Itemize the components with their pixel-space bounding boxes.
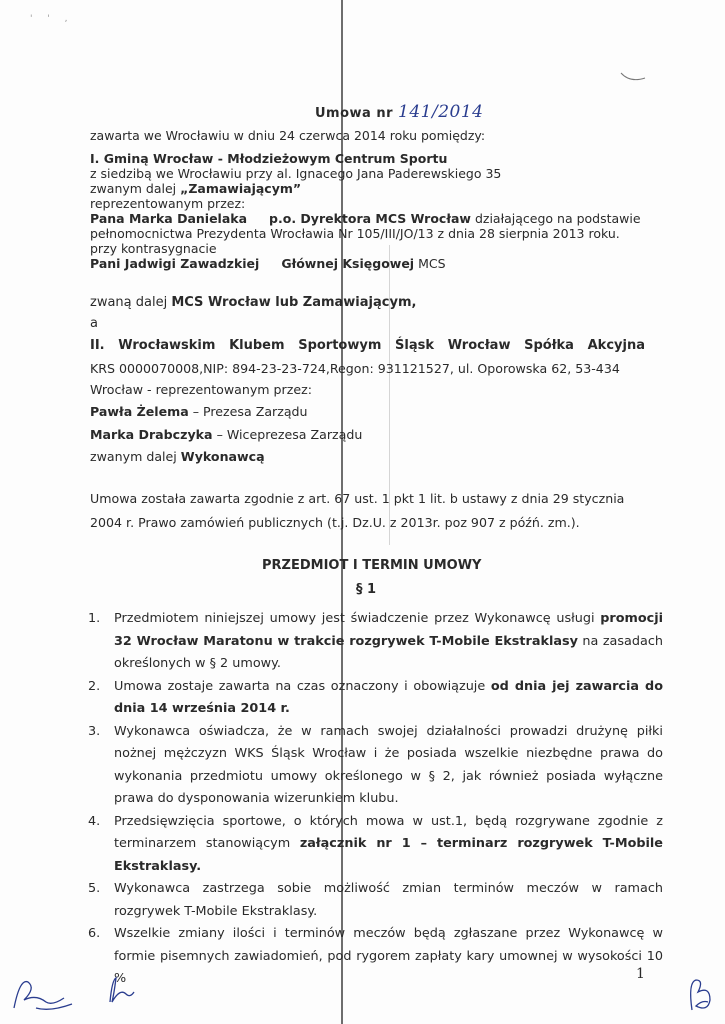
item-number: 1. xyxy=(88,611,101,626)
party2-city: Wrocław - reprezentowanym przez: xyxy=(90,382,312,397)
party2-rep2 xyxy=(90,427,362,443)
item-number: 2. xyxy=(88,678,101,694)
called-name: „Zamawiającym” xyxy=(180,181,302,196)
alias-prefix: zwaną dalej xyxy=(90,295,172,310)
item-text: Wszelkie zmiany ilości i terminów meczów będą zgłaszane przez Wykonawcę w formie pisemnych zawiadomień, pod rygorem zapłaty kary umownej w wysokości 10 % xyxy=(114,926,663,986)
cs-name: Pani Jadwigi Zawadzkiej xyxy=(90,256,260,271)
list-item xyxy=(88,721,663,811)
rep1-name: Pawła Żelema xyxy=(90,404,189,419)
signature-initials-right xyxy=(680,972,720,1017)
rep-role: p.o. Dyrektora MCS Wrocław xyxy=(269,211,471,226)
rep2-role: – Wiceprezesa Zarządu xyxy=(212,427,363,442)
party1-called xyxy=(90,181,301,197)
contract-number: 141/2014 xyxy=(398,102,484,122)
list-item xyxy=(88,608,663,676)
party1-name: I. Gminą Wrocław - Młodzieżowym Centrum Sportu xyxy=(90,151,448,166)
item-number: 3. xyxy=(88,723,101,739)
section-heading: PRZEDMIOT I TERMIN UMOWY xyxy=(262,558,482,573)
item-text: Przedmiotem niniejszej umowy jest świadczenie przez Wykonawcę usługi xyxy=(114,611,601,626)
signature-initials-left xyxy=(6,968,86,1018)
item-text: Wykonawca zastrzega sobie możliwość zmian terminów meczów w ramach rozgrywek T-Mobile Ekstraklasy. xyxy=(114,881,663,919)
party2-name xyxy=(90,338,645,354)
rep-role-rest: działającego na podstawie xyxy=(470,211,641,226)
party2-word: Akcyjna xyxy=(587,338,645,353)
cs-role-rest: MCS xyxy=(414,256,446,271)
concluded-line: zawarta we Wrocławiu w dniu 24 czerwca 2014 roku pomiędzy: xyxy=(90,128,486,143)
pen-mark-icon xyxy=(620,70,646,84)
party2-word: Wrocław xyxy=(447,338,511,353)
countersign xyxy=(90,256,446,272)
contract-title xyxy=(315,102,484,122)
item-text: Umowa zostaje zawarta na czas oznaczony i obowiązuje xyxy=(114,678,491,694)
conjunction: a xyxy=(90,316,98,331)
item-text: Przedsięwzięcia sportowe, o których mowa w ust.1, będą rozgrywane zgodnie z terminarzem stanowiącym xyxy=(114,813,663,851)
called-prefix: zwanym dalej xyxy=(90,181,181,196)
title-prefix: Umowa nr xyxy=(315,106,399,121)
party2-word: Spółka xyxy=(524,338,574,353)
party1-represented: reprezentowanym przez: xyxy=(90,196,246,211)
party2-called xyxy=(90,449,265,465)
scan-specks: ' ' , xyxy=(30,14,74,24)
item-text: Wykonawca oświadcza, że w ramach swojej działalności prowadzi drużynę piłki nożnej mężczyzn WKS Śląsk Wrocław i że posiada wszelkie niezbędne prawa do wykonania przedmiotu umowy określonego w § 2, jak również posiada wyłączne prawa do dysponowania wizerunkiem klubu. xyxy=(114,723,663,806)
party2-word: Klubem xyxy=(229,338,285,353)
party2-label: II. xyxy=(90,338,105,353)
party2-word: Sportowym xyxy=(298,338,382,353)
signature-initials-middle xyxy=(100,970,140,1010)
item-number: 4. xyxy=(88,813,101,829)
item-text-end: na zasadach określonych w § 2 umowy. xyxy=(114,633,663,671)
item-number: 5. xyxy=(88,881,101,896)
item-bold: promocji 32 Wrocław Maratonu w trakcie rozgrywek T-Mobile Ekstraklasy xyxy=(114,611,663,649)
list-item xyxy=(88,923,663,991)
item-bold: załącznik nr 1 – terminarz rozgrywek T-Mobile Ekstraklasy. xyxy=(114,836,663,874)
legal-basis-2: 2004 r. Prawo zamówień publicznych (t.j. Dz.U. z 2013r. poz 907 z późń. zm.). xyxy=(90,515,580,530)
legal-basis-1: Umowa została zawarta zgodnie z art. 67 ust. 1 pkt 1 lit. b ustawy z dnia 29 stycznia xyxy=(90,491,625,506)
item-bold: od dnia jej zawarcia do dnia 14 września 2014 r. xyxy=(114,678,663,716)
party2-rep1 xyxy=(90,404,308,420)
called-prefix: zwanym dalej xyxy=(90,449,181,464)
page-number: 1 xyxy=(636,966,645,982)
rep1-role: – Prezesa Zarządu xyxy=(188,404,308,419)
countersign-label: przy kontrasygnacie xyxy=(90,241,217,256)
list-item xyxy=(88,878,663,923)
party1-rep xyxy=(90,211,641,227)
party2-word: Wrocławskim xyxy=(118,338,216,353)
alias-name: MCS Wrocław lub Zamawiającym, xyxy=(171,295,417,310)
party1-rep-line2: pełnomocnictwa Prezydenta Wrocławia Nr 105/III/JO/13 z dnia 28 sierpnia 2013 roku. xyxy=(90,226,620,241)
rep-name: Pana Marka Danielaka xyxy=(90,211,248,226)
party1-alias xyxy=(90,295,416,311)
party2-krs: KRS 0000070008,NIP: 894-23-23-724,Regon: 931121527, ul. Oporowska 62, 53-434 xyxy=(90,361,620,376)
called-name: Wykonawcą xyxy=(180,449,265,464)
party1-seat: z siedzibą we Wrocławiu przy al. Ignacego Jana Paderewskiego 35 xyxy=(90,166,502,181)
rep2-name: Marka Drabczyka xyxy=(90,427,213,442)
item-number: 6. xyxy=(88,926,101,941)
cs-role: Głównej Księgowej xyxy=(281,256,415,271)
party2-word: Śląsk xyxy=(395,338,435,353)
section-paragraph: § 1 xyxy=(356,582,377,597)
list-item xyxy=(88,676,663,721)
items-list xyxy=(88,608,663,991)
list-item xyxy=(88,811,663,879)
